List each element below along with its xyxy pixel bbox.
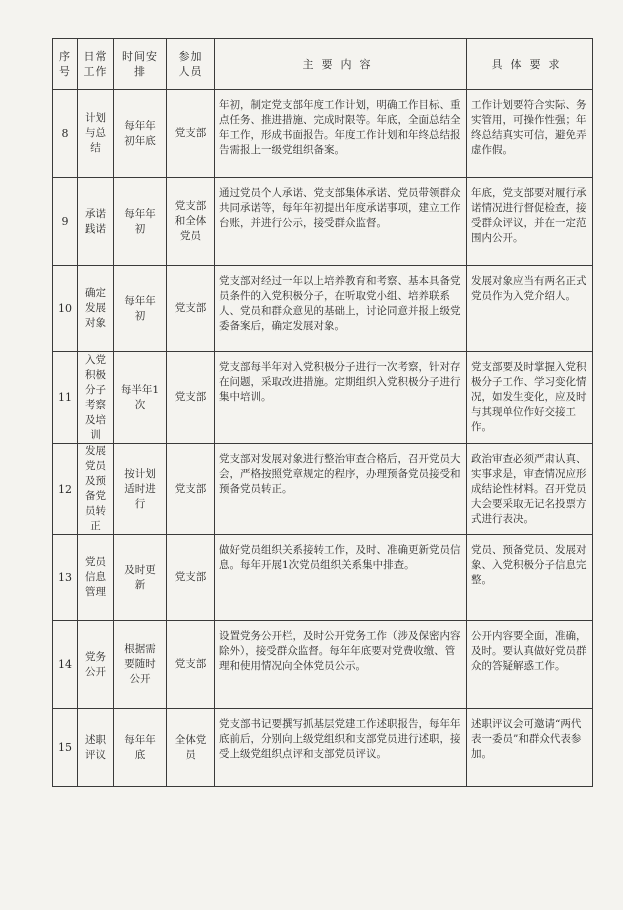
header-content: 主要内容 [215,39,467,90]
cell-requirement: 发展对象应当有两名正式党员作为入党介绍人。 [467,266,593,352]
cell-people: 党支部 [167,266,215,352]
cell-work: 计划与总结 [78,90,114,178]
table-row [53,621,593,709]
cell-work: 党务公开 [78,621,114,709]
cell-people: 全体党员 [167,709,215,787]
cell-work: 入党积极分子考察及培训 [78,352,114,444]
table-row [53,352,593,444]
cell-time: 每年年初年底 [114,90,167,178]
table-row [53,178,593,266]
table-header-row [53,39,593,90]
header-time: 时间安排 [114,39,167,90]
cell-time: 每半年1次 [114,352,167,444]
cell-content: 做好党员组织关系接转工作，及时、准确更新党员信息。每年开展1次党员组织关系集中排查。 [215,535,467,621]
table-row [53,535,593,621]
cell-people: 党支部 [167,90,215,178]
cell-time: 按计划适时进行 [114,444,167,535]
cell-requirement: 公开内容要全面，准确，及时。要认真做好党员群众的答疑解惑工作。 [467,621,593,709]
cell-time: 根据需要随时公开 [114,621,167,709]
cell-time: 每年年底 [114,709,167,787]
table-row [53,709,593,787]
cell-requirement: 年底，党支部要对履行承诺情况进行督促检查，接受群众评议，并在一定范围内公开。 [467,178,593,266]
cell-content: 党支部书记要撰写抓基层党建工作述职报告，每年年底前后，分别向上级党组织和支部党员进行述职，接受上级党组织点评和支部党员评议。 [215,709,467,787]
cell-requirement: 述职评议会可邀请“两代表一委员”和群众代表参加。 [467,709,593,787]
header-work: 日常工作 [78,39,114,90]
cell-content: 党支部对发展对象进行整治审查合格后，召开党员大会，严格按照党章规定的程序，办理预备党员接受和预备党员转正。 [215,444,467,535]
cell-seq: 14 [53,621,78,709]
cell-seq: 9 [53,178,78,266]
cell-time: 每年年初 [114,178,167,266]
party-work-schedule-table [52,38,593,787]
cell-time: 每年年初 [114,266,167,352]
cell-people: 党支部 [167,444,215,535]
header-seq: 序号 [53,39,78,90]
cell-people: 党支部 [167,621,215,709]
cell-requirement: 工作计划要符合实际、务实管用，可操作性强；年终总结真实可信，避免弄虚作假。 [467,90,593,178]
cell-content: 年初，制定党支部年度工作计划，明确工作目标、重点任务、推进措施、完成时限等。年底，全面总结全年工作，形成书面报告。年度工作计划和年终总结报告需报上一级党组织备案。 [215,90,467,178]
header-people: 参加人员 [167,39,215,90]
cell-content: 党支部每半年对入党积极分子进行一次考察，针对存在问题，采取改进措施。定期组织入党积极分子进行集中培训。 [215,352,467,444]
cell-seq: 11 [53,352,78,444]
cell-requirement: 党支部要及时掌握入党积极分子工作、学习变化情况，如发生变化，应及时与其现单位作好交接工作。 [467,352,593,444]
cell-seq: 10 [53,266,78,352]
cell-content: 设置党务公开栏，及时公开党务工作（涉及保密内容除外），接受群众监督。每年年底要对党费收缴、管理和使用情况向全体党员公示。 [215,621,467,709]
header-requirement: 具体要求 [467,39,593,90]
cell-seq: 15 [53,709,78,787]
cell-work: 述职评议 [78,709,114,787]
cell-people: 党支部 [167,535,215,621]
document-page [52,38,592,787]
table-row [53,444,593,535]
cell-work: 确定发展对象 [78,266,114,352]
cell-requirement: 党员、预备党员、发展对象、入党积极分子信息完整。 [467,535,593,621]
cell-work: 发展党员及预备党员转正 [78,444,114,535]
cell-work: 党员信息管理 [78,535,114,621]
cell-time: 及时更新 [114,535,167,621]
cell-seq: 8 [53,90,78,178]
cell-content: 党支部对经过一年以上培养教育和考察、基本具备党员条件的入党积极分子，在听取党小组、培养联系人、党员和群众意见的基础上，讨论同意并报上级党委备案后，确定发展对象。 [215,266,467,352]
table-row [53,90,593,178]
cell-seq: 12 [53,444,78,535]
cell-work: 承诺践诺 [78,178,114,266]
table-row [53,266,593,352]
cell-requirement: 政治审查必须严肃认真、实事求是，审查情况应形成结论性材料。召开党员大会要采取无记名投票方式进行表决。 [467,444,593,535]
cell-people: 党支部 [167,352,215,444]
cell-seq: 13 [53,535,78,621]
cell-content: 通过党员个人承诺、党支部集体承诺、党员带领群众共同承诺等，每年年初提出年度承诺事项，建立工作台账，并进行公示，接受群众监督。 [215,178,467,266]
cell-people: 党支部和全体党员 [167,178,215,266]
